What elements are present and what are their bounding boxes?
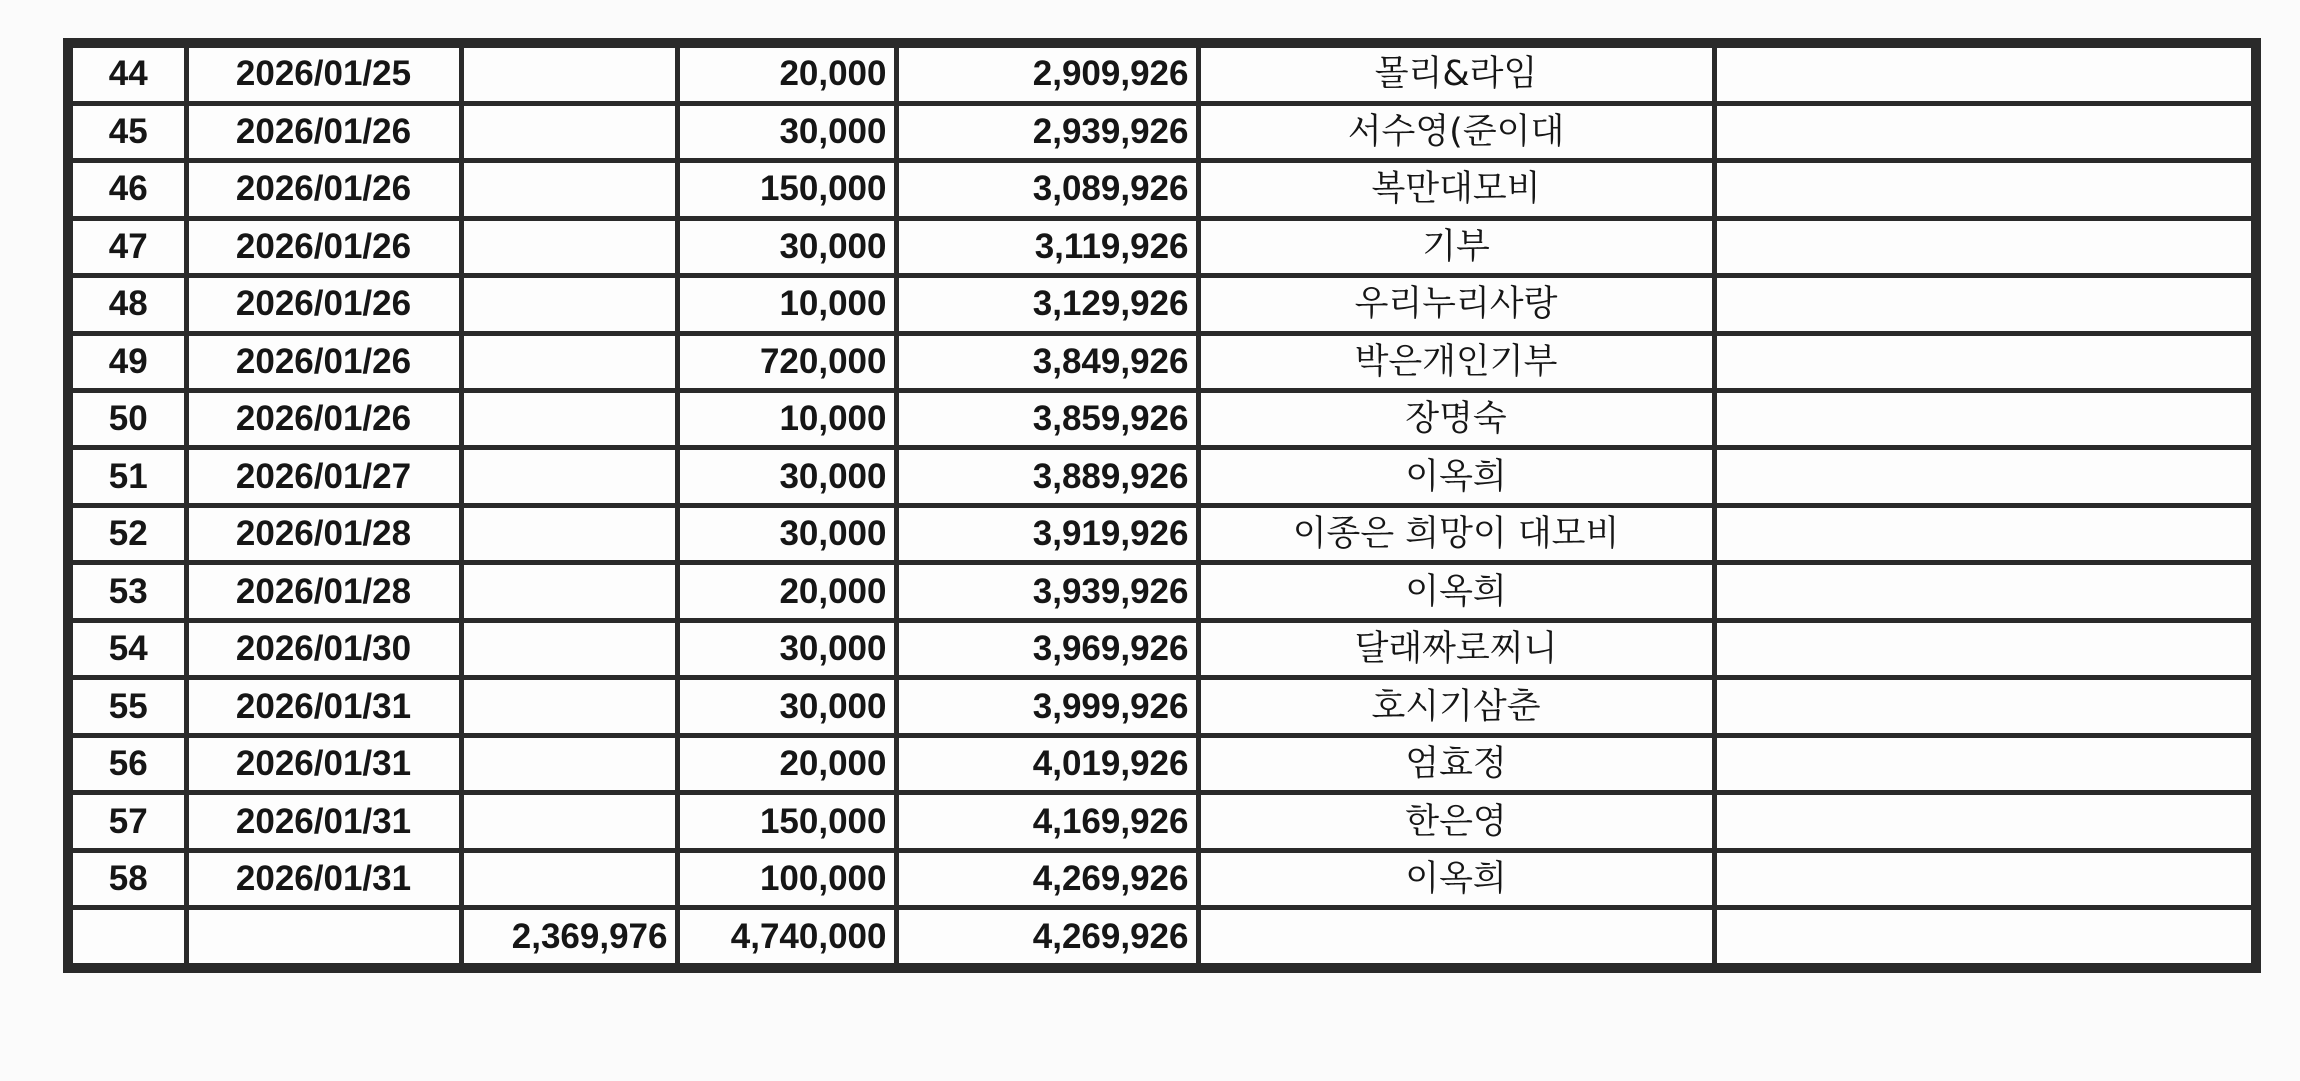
note-cell [1714, 218, 2256, 275]
withdrawal-cell: 2,369,976 [461, 908, 677, 968]
balance-cell: 3,919,926 [896, 505, 1198, 562]
table-row [68, 103, 2256, 160]
table-row [68, 505, 2256, 562]
deposit-cell: 10,000 [677, 276, 896, 333]
memo-cell [1198, 908, 1714, 968]
balance-cell: 4,269,926 [896, 850, 1198, 907]
table-row [68, 620, 2256, 677]
deposit-cell: 30,000 [677, 678, 896, 735]
balance-cell: 4,019,926 [896, 735, 1198, 792]
table-row [68, 793, 2256, 850]
totals-row [68, 908, 2256, 968]
table-row [68, 161, 2256, 218]
balance-cell: 3,089,926 [896, 161, 1198, 218]
row-number-cell: 55 [68, 678, 186, 735]
row-number-cell: 48 [68, 276, 186, 333]
memo-cell: 서수영(준이대 [1198, 103, 1714, 160]
note-cell [1714, 793, 2256, 850]
table-row [68, 390, 2256, 447]
note-cell [1714, 333, 2256, 390]
withdrawal-cell [461, 505, 677, 562]
balance-cell: 4,169,926 [896, 793, 1198, 850]
date-cell: 2026/01/31 [186, 793, 461, 850]
date-cell [186, 908, 461, 968]
balance-cell: 3,849,926 [896, 333, 1198, 390]
date-cell: 2026/01/31 [186, 850, 461, 907]
row-number-cell: 46 [68, 161, 186, 218]
table-row [68, 43, 2256, 103]
memo-cell: 박은개인기부 [1198, 333, 1714, 390]
table-row [68, 448, 2256, 505]
withdrawal-cell [461, 793, 677, 850]
withdrawal-cell [461, 563, 677, 620]
withdrawal-cell [461, 678, 677, 735]
date-cell: 2026/01/26 [186, 390, 461, 447]
memo-cell: 이옥희 [1198, 850, 1714, 907]
row-number-cell: 45 [68, 103, 186, 160]
deposit-cell: 30,000 [677, 505, 896, 562]
row-number-cell: 49 [68, 333, 186, 390]
memo-cell: 기부 [1198, 218, 1714, 275]
note-cell [1714, 276, 2256, 333]
balance-cell: 4,269,926 [896, 908, 1198, 968]
date-cell: 2026/01/26 [186, 333, 461, 390]
withdrawal-cell [461, 333, 677, 390]
balance-cell: 3,129,926 [896, 276, 1198, 333]
balance-cell: 3,119,926 [896, 218, 1198, 275]
date-cell: 2026/01/27 [186, 448, 461, 505]
deposit-cell: 4,740,000 [677, 908, 896, 968]
memo-cell: 이종은 희망이 대모비 [1198, 505, 1714, 562]
deposit-cell: 150,000 [677, 793, 896, 850]
note-cell [1714, 43, 2256, 103]
date-cell: 2026/01/31 [186, 735, 461, 792]
withdrawal-cell [461, 43, 677, 103]
table-row [68, 563, 2256, 620]
note-cell [1714, 735, 2256, 792]
balance-cell: 3,889,926 [896, 448, 1198, 505]
balance-cell: 3,939,926 [896, 563, 1198, 620]
withdrawal-cell [461, 448, 677, 505]
date-cell: 2026/01/28 [186, 505, 461, 562]
row-number-cell: 56 [68, 735, 186, 792]
deposit-cell: 30,000 [677, 218, 896, 275]
row-number-cell: 58 [68, 850, 186, 907]
note-cell [1714, 390, 2256, 447]
withdrawal-cell [461, 620, 677, 677]
deposit-cell: 20,000 [677, 735, 896, 792]
withdrawal-cell [461, 218, 677, 275]
note-cell [1714, 678, 2256, 735]
note-cell [1714, 448, 2256, 505]
withdrawal-cell [461, 103, 677, 160]
memo-cell: 이옥희 [1198, 563, 1714, 620]
date-cell: 2026/01/28 [186, 563, 461, 620]
memo-cell: 장명숙 [1198, 390, 1714, 447]
deposit-cell: 10,000 [677, 390, 896, 447]
row-number-cell [68, 908, 186, 968]
withdrawal-cell [461, 850, 677, 907]
ledger-body [68, 43, 2256, 968]
withdrawal-cell [461, 735, 677, 792]
deposit-cell: 20,000 [677, 43, 896, 103]
memo-cell: 호시기삼춘 [1198, 678, 1714, 735]
row-number-cell: 53 [68, 563, 186, 620]
deposit-cell: 30,000 [677, 448, 896, 505]
withdrawal-cell [461, 390, 677, 447]
memo-cell: 몰리&라임 [1198, 43, 1714, 103]
deposit-cell: 720,000 [677, 333, 896, 390]
date-cell: 2026/01/30 [186, 620, 461, 677]
table-row [68, 276, 2256, 333]
note-cell [1714, 908, 2256, 968]
row-number-cell: 50 [68, 390, 186, 447]
row-number-cell: 51 [68, 448, 186, 505]
withdrawal-cell [461, 161, 677, 218]
balance-cell: 2,939,926 [896, 103, 1198, 160]
date-cell: 2026/01/26 [186, 218, 461, 275]
note-cell [1714, 620, 2256, 677]
table-row [68, 218, 2256, 275]
deposit-cell: 100,000 [677, 850, 896, 907]
note-cell [1714, 505, 2256, 562]
date-cell: 2026/01/26 [186, 103, 461, 160]
balance-cell: 3,999,926 [896, 678, 1198, 735]
balance-cell: 2,909,926 [896, 43, 1198, 103]
ledger-table [63, 38, 2261, 973]
date-cell: 2026/01/26 [186, 161, 461, 218]
note-cell [1714, 103, 2256, 160]
memo-cell: 우리누리사랑 [1198, 276, 1714, 333]
memo-cell: 복만대모비 [1198, 161, 1714, 218]
row-number-cell: 57 [68, 793, 186, 850]
row-number-cell: 47 [68, 218, 186, 275]
withdrawal-cell [461, 276, 677, 333]
date-cell: 2026/01/26 [186, 276, 461, 333]
deposit-cell: 20,000 [677, 563, 896, 620]
row-number-cell: 52 [68, 505, 186, 562]
memo-cell: 엄효정 [1198, 735, 1714, 792]
note-cell [1714, 161, 2256, 218]
note-cell [1714, 850, 2256, 907]
row-number-cell: 44 [68, 43, 186, 103]
table-row [68, 735, 2256, 792]
deposit-cell: 30,000 [677, 103, 896, 160]
note-cell [1714, 563, 2256, 620]
date-cell: 2026/01/25 [186, 43, 461, 103]
memo-cell: 한은영 [1198, 793, 1714, 850]
memo-cell: 이옥희 [1198, 448, 1714, 505]
row-number-cell: 54 [68, 620, 186, 677]
memo-cell: 달래짜로찌니 [1198, 620, 1714, 677]
table-row [68, 678, 2256, 735]
balance-cell: 3,969,926 [896, 620, 1198, 677]
table-row [68, 850, 2256, 907]
deposit-cell: 150,000 [677, 161, 896, 218]
balance-cell: 3,859,926 [896, 390, 1198, 447]
date-cell: 2026/01/31 [186, 678, 461, 735]
deposit-cell: 30,000 [677, 620, 896, 677]
table-row [68, 333, 2256, 390]
